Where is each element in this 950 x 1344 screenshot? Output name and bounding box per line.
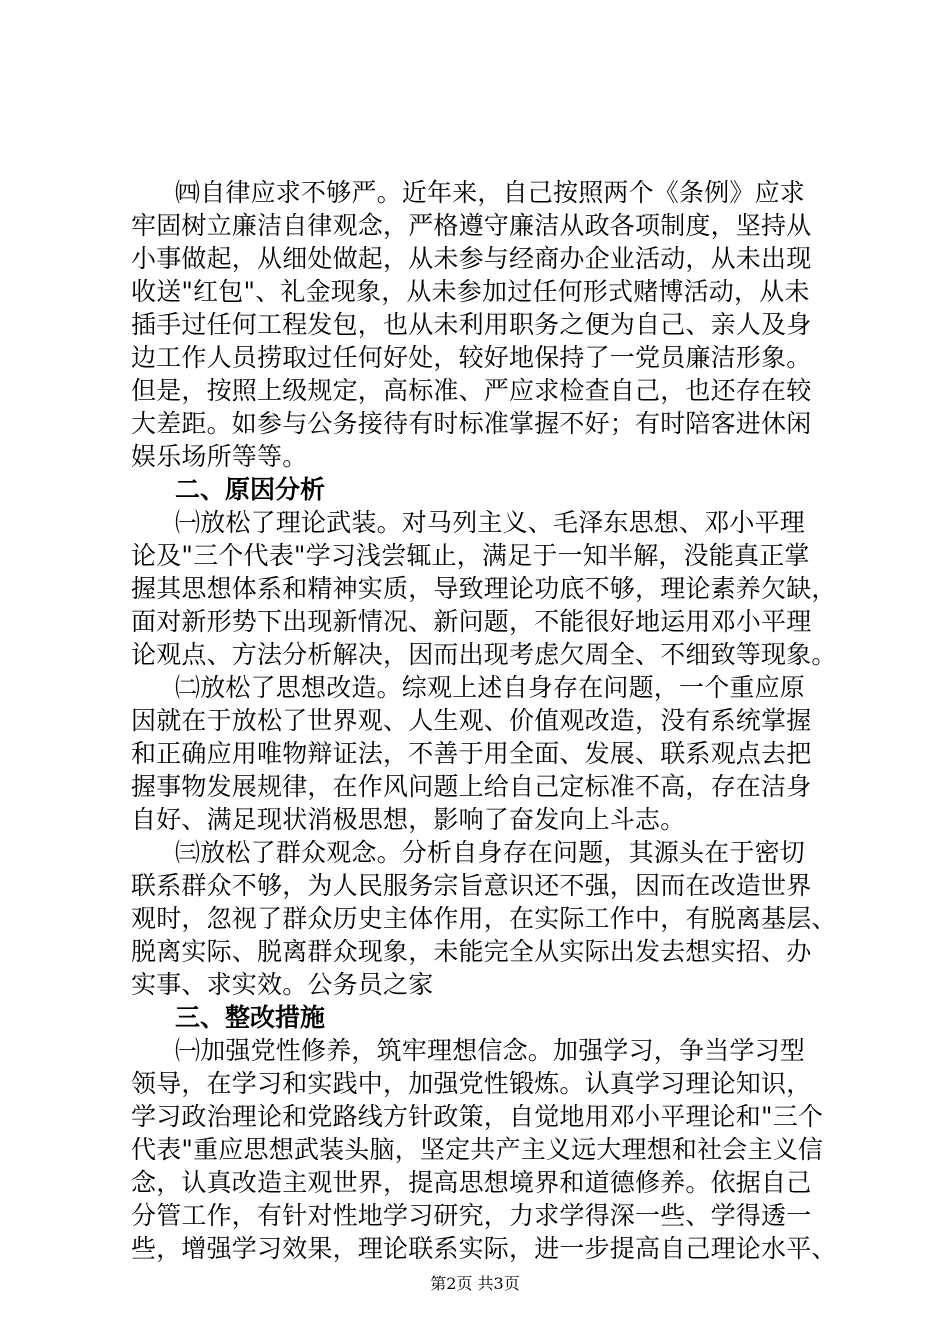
measure-1-line-3: 学习政治理论和党路线方针政策，自觉地用邓小平理论和"三个 [131, 1102, 824, 1131]
cause-2-line-1: ㈡放松了思想改造。综观上述自身存在问题，一个重应原 [175, 673, 806, 702]
cause-1-line-5: 论观点、方法分析解决，因而出现考虑欠周全、不细致等现象。 [131, 640, 837, 669]
measure-1-line-2: 领导，在学习和实践中，加强党性锻炼。认真学习理论知识， [131, 1069, 812, 1098]
section-heading-causes: 二、原因分析 [175, 475, 326, 504]
paragraph-4-line-8: 大差距。如参与公务接待有时标准掌握不好；有时陪客进休闲 [131, 409, 812, 438]
cause-1-line-4: 面对新形势下出现新情况、新问题，不能很好地运用邓小平理 [131, 607, 812, 636]
paragraph-4-line-2: 牢固树立廉洁自律观念，严格遵守廉洁从政各项制度，坚持从 [131, 211, 812, 240]
page-number-footer: 第2页 共3页 [430, 1274, 520, 1293]
measure-1-line-6: 分管工作，有针对性地学习研究，力求学得深一些、学得透一 [131, 1201, 812, 1230]
cause-2-line-4: 握事物发展规律，在作风问题上给自己定标准不高，存在洁身 [131, 772, 812, 801]
paragraph-4-line-7: 但是，按照上级规定，高标准、严应求检查自己，也还存在较 [131, 376, 812, 405]
cause-2-line-3: 和正确应用唯物辩证法，不善于用全面、发展、联系观点去把 [131, 739, 812, 768]
cause-1-line-1: ㈠放松了理论武装。对马列主义、毛泽东思想、邓小平理 [175, 508, 806, 537]
cause-3-line-5: 实事、求实效。公务员之家 [131, 970, 434, 999]
paragraph-4-line-6: 边工作人员捞取过任何好处，较好地保持了一党员廉洁形象。 [131, 343, 812, 372]
cause-3-line-4: 脱离实际、脱离群众现象，未能完全从实际出发去想实招、办 [131, 937, 812, 966]
measure-1-line-1: ㈠加强党性修养，筑牢理想信念。加强学习，争当学习型 [175, 1036, 806, 1065]
paragraph-4-line-5: 插手过任何工程发包，也从未利用职务之便为自己、亲人及身 [131, 310, 812, 339]
paragraph-4-line-1: ㈣自律应求不够严。近年来，自己按照两个《条例》应求 [175, 178, 806, 207]
cause-2-line-2: 因就在于放松了世界观、人生观、价值观改造，没有系统掌握 [131, 706, 812, 735]
measure-1-line-4: 代表"重应思想武装头脑，坚定共产主义远大理想和社会主义信 [131, 1135, 824, 1164]
paragraph-4-line-4: 收送"红包"、礼金现象，从未参加过任何形式赌博活动，从未 [131, 277, 810, 306]
cause-3-line-3: 观时，忽视了群众历史主体作用，在实际工作中，有脱离基层、 [131, 904, 837, 933]
paragraph-4-line-3: 小事做起，从细处做起，从未参与经商办企业活动，从未出现 [131, 244, 812, 273]
measure-1-line-7: 些，增强学习效果，理论联系实际，进一步提高自己理论水平、 [131, 1234, 837, 1263]
cause-1-line-2: 论及"三个代表"学习浅尝辄止，满足于一知半解，没能真正掌 [131, 541, 810, 570]
cause-2-line-5: 自好、满足现状消极思想，影响了奋发向上斗志。 [131, 805, 686, 834]
cause-1-line-3: 握其思想体系和精神实质，导致理论功底不够，理论素养欠缺， [131, 574, 837, 603]
cause-3-line-1: ㈢放松了群众观念。分析自身存在问题，其源头在于密切 [175, 838, 806, 867]
cause-3-line-2: 联系群众不够，为人民服务宗旨意识还不强，因而在改造世界 [131, 871, 812, 900]
measure-1-line-5: 念，认真改造主观世界，提高思想境界和道德修养。依据自己 [131, 1168, 812, 1197]
section-heading-measures: 三、整改措施 [175, 1003, 326, 1032]
paragraph-4-line-9: 娱乐场所等等。 [131, 442, 308, 471]
